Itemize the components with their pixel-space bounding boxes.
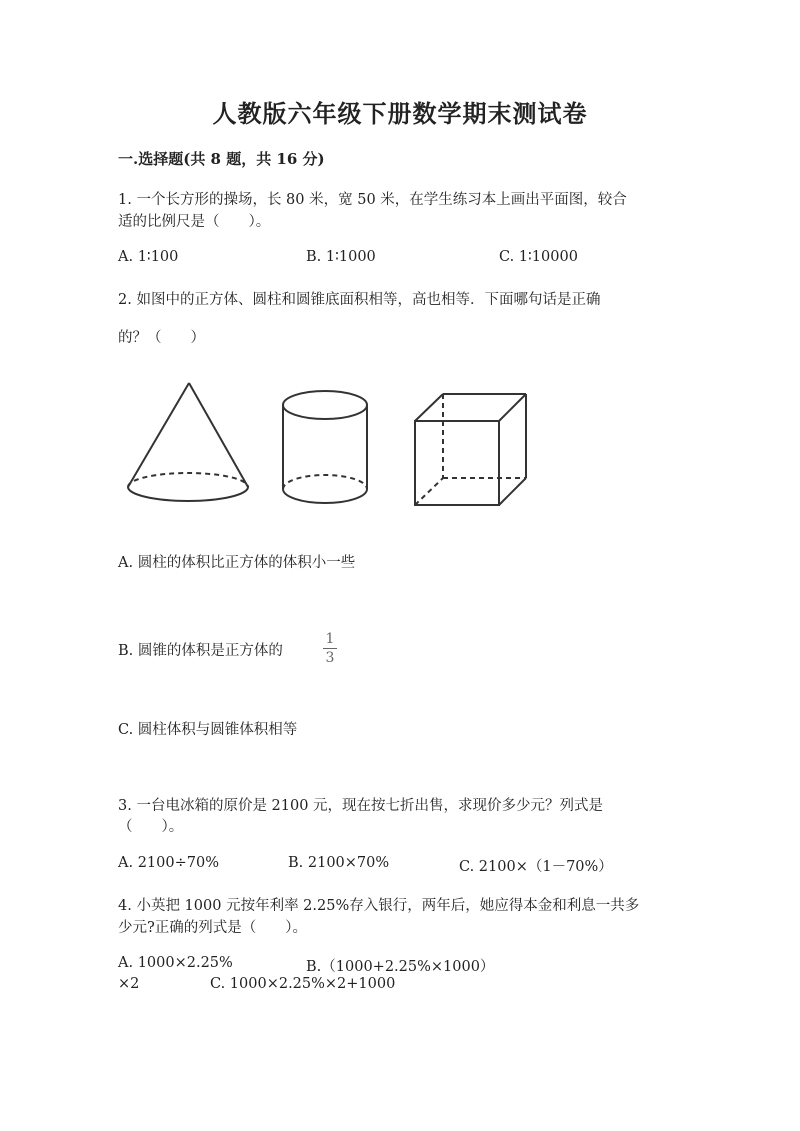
question-4-option-c: C. 1000×2.25%×2+1000 xyxy=(210,976,396,992)
question-2-option-b: B. 圆锥的体积是正方体的 xyxy=(118,643,283,659)
question-1-option-b: B. 1∶1000 xyxy=(306,249,376,265)
question-3-option-a: A. 2100÷70% xyxy=(118,855,219,871)
question-4-option-b: B.（1000+2.25%×1000） xyxy=(306,959,495,975)
question-3-option-c: C. 2100×（1－70%） xyxy=(459,859,613,875)
cone-icon xyxy=(128,383,248,501)
solids-figure xyxy=(118,375,538,515)
question-1-option-c: C. 1∶10000 xyxy=(499,249,578,265)
section-heading: 一.选择题(共 8 题，共 16 分) xyxy=(118,150,325,168)
question-3-line-2: （ ）。 xyxy=(118,819,184,835)
cylinder-icon xyxy=(283,391,367,503)
fraction-numerator: 1 xyxy=(325,631,335,647)
cube-icon xyxy=(415,394,526,505)
fraction-denominator: 3 xyxy=(325,650,335,666)
question-4-option-b-continued: ×2 xyxy=(118,976,140,992)
page-title: 人教版六年级下册数学期末测试卷 xyxy=(212,99,588,128)
fraction-bar xyxy=(323,648,337,649)
question-3-line-1: 3. 一台电冰箱的原价是 2100 元，现在按七折出售，求现价多少元？列式是 xyxy=(118,798,604,814)
question-2-option-a: A. 圆柱的体积比正方体的体积小一些 xyxy=(118,555,356,571)
question-4-line-2: 少元?正确的列式是（ ）。 xyxy=(118,920,308,936)
question-4-line-1: 4. 小英把 1000 元按年利率 2.25%存入银行，两年后，她应得本金和利息一共多 xyxy=(118,898,640,914)
question-2-line-1: 2. 如图中的正方体、圆柱和圆锥底面积相等，高也相等．下面哪句话是正确 xyxy=(118,292,601,308)
question-3-option-b: B. 2100×70% xyxy=(288,855,390,871)
question-1-option-a: A. 1∶100 xyxy=(118,249,179,265)
question-1-line-2: 适的比例尺是（ ）。 xyxy=(118,214,271,230)
question-2-option-c: C. 圆柱体积与圆锥体积相等 xyxy=(118,722,298,738)
question-2-line-2: 的？（ ） xyxy=(118,330,205,346)
question-1-line-1: 1. 一个长方形的操场，长 80 米，宽 50 米，在学生练习本上画出平面图，较合 xyxy=(118,192,627,208)
question-4-option-a: A. 1000×2.25% xyxy=(118,955,233,971)
fraction-one-third xyxy=(321,631,339,666)
